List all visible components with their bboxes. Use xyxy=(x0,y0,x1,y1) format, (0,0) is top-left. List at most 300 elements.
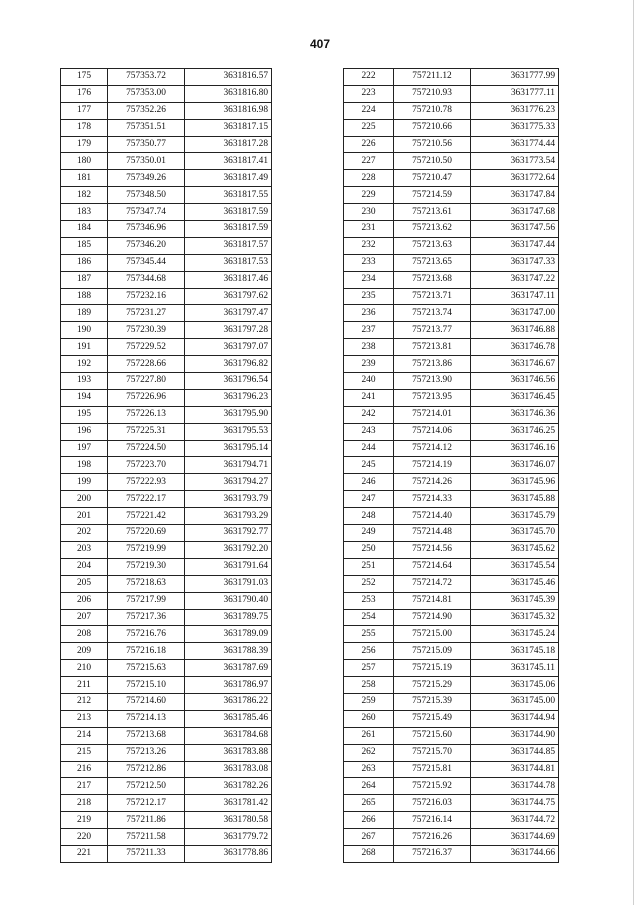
x-coordinate-cell: 757218.63 xyxy=(108,575,185,592)
point-number-cell: 197 xyxy=(61,440,108,457)
y-coordinate-cell: 3631746.67 xyxy=(471,356,559,373)
point-number-cell: 229 xyxy=(344,187,394,204)
y-coordinate-cell: 3631795.53 xyxy=(185,423,272,440)
table-row xyxy=(344,710,559,727)
table-row xyxy=(61,423,272,440)
x-coordinate-cell: 757215.49 xyxy=(394,710,471,727)
y-coordinate-cell: 3631775.33 xyxy=(471,119,559,136)
point-number-cell: 224 xyxy=(344,102,394,119)
y-coordinate-cell: 3631782.26 xyxy=(185,778,272,795)
x-coordinate-cell: 757213.95 xyxy=(394,389,471,406)
x-coordinate-cell: 757216.14 xyxy=(394,812,471,829)
y-coordinate-cell: 3631745.18 xyxy=(471,643,559,660)
x-coordinate-cell: 757224.50 xyxy=(108,440,185,457)
x-coordinate-cell: 757350.01 xyxy=(108,153,185,170)
table-row xyxy=(61,508,272,525)
y-coordinate-cell: 3631777.99 xyxy=(471,69,559,86)
y-coordinate-cell: 3631747.44 xyxy=(471,237,559,254)
y-coordinate-cell: 3631779.72 xyxy=(185,829,272,846)
point-number-cell: 186 xyxy=(61,254,108,271)
x-coordinate-cell: 757346.96 xyxy=(108,221,185,238)
x-coordinate-cell: 757223.70 xyxy=(108,457,185,474)
y-coordinate-cell: 3631745.96 xyxy=(471,474,559,491)
point-number-cell: 230 xyxy=(344,204,394,221)
table-row xyxy=(61,153,272,170)
point-number-cell: 232 xyxy=(344,237,394,254)
table-row xyxy=(61,305,272,322)
y-coordinate-cell: 3631746.56 xyxy=(471,373,559,390)
table-row xyxy=(344,592,559,609)
y-coordinate-cell: 3631791.64 xyxy=(185,558,272,575)
table-row xyxy=(61,845,272,862)
table-row xyxy=(61,204,272,221)
y-coordinate-cell: 3631790.40 xyxy=(185,592,272,609)
y-coordinate-cell: 3631745.32 xyxy=(471,609,559,626)
y-coordinate-cell: 3631816.80 xyxy=(185,85,272,102)
x-coordinate-cell: 757213.77 xyxy=(394,322,471,339)
table-row xyxy=(344,609,559,626)
table-row xyxy=(61,288,272,305)
point-number-cell: 226 xyxy=(344,136,394,153)
y-coordinate-cell: 3631747.84 xyxy=(471,187,559,204)
table-row xyxy=(344,119,559,136)
y-coordinate-cell: 3631744.66 xyxy=(471,845,559,862)
table-row xyxy=(61,491,272,508)
x-coordinate-cell: 757217.36 xyxy=(108,609,185,626)
y-coordinate-cell: 3631777.11 xyxy=(471,85,559,102)
table-row xyxy=(61,761,272,778)
table-row xyxy=(61,237,272,254)
table-row xyxy=(61,727,272,744)
y-coordinate-cell: 3631794.27 xyxy=(185,474,272,491)
x-coordinate-cell: 757210.56 xyxy=(394,136,471,153)
x-coordinate-cell: 757212.86 xyxy=(108,761,185,778)
x-coordinate-cell: 757214.40 xyxy=(394,508,471,525)
x-coordinate-cell: 757211.58 xyxy=(108,829,185,846)
y-coordinate-cell: 3631744.72 xyxy=(471,812,559,829)
point-number-cell: 183 xyxy=(61,204,108,221)
coordinate-table-left xyxy=(60,68,272,863)
table-row xyxy=(344,508,559,525)
x-coordinate-cell: 757226.13 xyxy=(108,406,185,423)
x-coordinate-cell: 757214.06 xyxy=(394,423,471,440)
y-coordinate-cell: 3631744.85 xyxy=(471,744,559,761)
y-coordinate-cell: 3631745.62 xyxy=(471,541,559,558)
point-number-cell: 233 xyxy=(344,254,394,271)
x-coordinate-cell: 757213.68 xyxy=(394,271,471,288)
y-coordinate-cell: 3631773.54 xyxy=(471,153,559,170)
x-coordinate-cell: 757215.10 xyxy=(108,677,185,694)
y-coordinate-cell: 3631817.49 xyxy=(185,170,272,187)
y-coordinate-cell: 3631797.47 xyxy=(185,305,272,322)
table-row xyxy=(344,423,559,440)
y-coordinate-cell: 3631745.70 xyxy=(471,525,559,542)
x-coordinate-cell: 757210.66 xyxy=(394,119,471,136)
x-coordinate-cell: 757212.17 xyxy=(108,795,185,812)
table-row xyxy=(61,626,272,643)
point-number-cell: 204 xyxy=(61,558,108,575)
point-number-cell: 199 xyxy=(61,474,108,491)
point-number-cell: 235 xyxy=(344,288,394,305)
table-row xyxy=(61,710,272,727)
x-coordinate-cell: 757214.01 xyxy=(394,406,471,423)
y-coordinate-cell: 3631817.59 xyxy=(185,204,272,221)
point-number-cell: 219 xyxy=(61,812,108,829)
table-row xyxy=(61,744,272,761)
y-coordinate-cell: 3631746.45 xyxy=(471,389,559,406)
y-coordinate-cell: 3631791.03 xyxy=(185,575,272,592)
point-number-cell: 198 xyxy=(61,457,108,474)
y-coordinate-cell: 3631789.75 xyxy=(185,609,272,626)
y-coordinate-cell: 3631786.97 xyxy=(185,677,272,694)
table-row xyxy=(344,778,559,795)
table-row xyxy=(61,69,272,86)
point-number-cell: 207 xyxy=(61,609,108,626)
point-number-cell: 182 xyxy=(61,187,108,204)
point-number-cell: 264 xyxy=(344,778,394,795)
point-number-cell: 243 xyxy=(344,423,394,440)
y-coordinate-cell: 3631816.57 xyxy=(185,69,272,86)
point-number-cell: 200 xyxy=(61,491,108,508)
x-coordinate-cell: 757219.30 xyxy=(108,558,185,575)
x-coordinate-cell: 757214.72 xyxy=(394,575,471,592)
table-row xyxy=(344,271,559,288)
y-coordinate-cell: 3631794.71 xyxy=(185,457,272,474)
table-row xyxy=(61,474,272,491)
table-row xyxy=(344,474,559,491)
point-number-cell: 188 xyxy=(61,288,108,305)
table-row xyxy=(344,389,559,406)
x-coordinate-cell: 757215.70 xyxy=(394,744,471,761)
y-coordinate-cell: 3631781.42 xyxy=(185,795,272,812)
table-row xyxy=(61,373,272,390)
point-number-cell: 205 xyxy=(61,575,108,592)
y-coordinate-cell: 3631785.46 xyxy=(185,710,272,727)
y-coordinate-cell: 3631797.07 xyxy=(185,339,272,356)
x-coordinate-cell: 757215.29 xyxy=(394,677,471,694)
x-coordinate-cell: 757215.81 xyxy=(394,761,471,778)
x-coordinate-cell: 757349.26 xyxy=(108,170,185,187)
x-coordinate-cell: 757215.63 xyxy=(108,660,185,677)
point-number-cell: 216 xyxy=(61,761,108,778)
x-coordinate-cell: 757226.96 xyxy=(108,389,185,406)
table-row xyxy=(344,575,559,592)
table-row xyxy=(344,440,559,457)
x-coordinate-cell: 757211.12 xyxy=(394,69,471,86)
x-coordinate-cell: 757225.31 xyxy=(108,423,185,440)
point-number-cell: 191 xyxy=(61,339,108,356)
y-coordinate-cell: 3631783.08 xyxy=(185,761,272,778)
x-coordinate-cell: 757232.16 xyxy=(108,288,185,305)
point-number-cell: 195 xyxy=(61,406,108,423)
coordinate-table-right-body xyxy=(344,69,559,863)
table-row xyxy=(344,339,559,356)
x-coordinate-cell: 757213.74 xyxy=(394,305,471,322)
table-row xyxy=(344,85,559,102)
point-number-cell: 220 xyxy=(61,829,108,846)
y-coordinate-cell: 3631746.07 xyxy=(471,457,559,474)
table-row xyxy=(61,406,272,423)
y-coordinate-cell: 3631792.20 xyxy=(185,541,272,558)
x-coordinate-cell: 757213.86 xyxy=(394,356,471,373)
point-number-cell: 263 xyxy=(344,761,394,778)
y-coordinate-cell: 3631746.36 xyxy=(471,406,559,423)
x-coordinate-cell: 757210.47 xyxy=(394,170,471,187)
x-coordinate-cell: 757216.37 xyxy=(394,845,471,862)
y-coordinate-cell: 3631744.75 xyxy=(471,795,559,812)
point-number-cell: 261 xyxy=(344,727,394,744)
x-coordinate-cell: 757213.63 xyxy=(394,237,471,254)
table-row xyxy=(344,221,559,238)
point-number-cell: 185 xyxy=(61,237,108,254)
point-number-cell: 177 xyxy=(61,102,108,119)
x-coordinate-cell: 757353.00 xyxy=(108,85,185,102)
point-number-cell: 251 xyxy=(344,558,394,575)
point-number-cell: 267 xyxy=(344,829,394,846)
y-coordinate-cell: 3631745.46 xyxy=(471,575,559,592)
coordinate-table-left-body xyxy=(61,69,272,863)
point-number-cell: 245 xyxy=(344,457,394,474)
table-row xyxy=(344,254,559,271)
x-coordinate-cell: 757214.26 xyxy=(394,474,471,491)
point-number-cell: 239 xyxy=(344,356,394,373)
y-coordinate-cell: 3631745.79 xyxy=(471,508,559,525)
x-coordinate-cell: 757214.19 xyxy=(394,457,471,474)
x-coordinate-cell: 757215.00 xyxy=(394,626,471,643)
point-number-cell: 190 xyxy=(61,322,108,339)
y-coordinate-cell: 3631746.16 xyxy=(471,440,559,457)
point-number-cell: 223 xyxy=(344,85,394,102)
table-row xyxy=(344,525,559,542)
y-coordinate-cell: 3631796.82 xyxy=(185,356,272,373)
point-number-cell: 244 xyxy=(344,440,394,457)
table-row xyxy=(61,541,272,558)
x-coordinate-cell: 757344.68 xyxy=(108,271,185,288)
y-coordinate-cell: 3631772.64 xyxy=(471,170,559,187)
x-coordinate-cell: 757231.27 xyxy=(108,305,185,322)
x-coordinate-cell: 757213.65 xyxy=(394,254,471,271)
point-number-cell: 180 xyxy=(61,153,108,170)
table-row xyxy=(344,204,559,221)
x-coordinate-cell: 757217.99 xyxy=(108,592,185,609)
point-number-cell: 246 xyxy=(344,474,394,491)
point-number-cell: 193 xyxy=(61,373,108,390)
point-number-cell: 184 xyxy=(61,221,108,238)
point-number-cell: 214 xyxy=(61,727,108,744)
x-coordinate-cell: 757353.72 xyxy=(108,69,185,86)
x-coordinate-cell: 757213.68 xyxy=(108,727,185,744)
x-coordinate-cell: 757211.33 xyxy=(108,845,185,862)
point-number-cell: 221 xyxy=(61,845,108,862)
y-coordinate-cell: 3631747.68 xyxy=(471,204,559,221)
table-row xyxy=(61,339,272,356)
table-row xyxy=(61,693,272,710)
y-coordinate-cell: 3631784.68 xyxy=(185,727,272,744)
table-row xyxy=(61,778,272,795)
y-coordinate-cell: 3631776.23 xyxy=(471,102,559,119)
x-coordinate-cell: 757222.93 xyxy=(108,474,185,491)
table-row xyxy=(344,643,559,660)
x-coordinate-cell: 757213.26 xyxy=(108,744,185,761)
y-coordinate-cell: 3631795.90 xyxy=(185,406,272,423)
table-row xyxy=(61,795,272,812)
x-coordinate-cell: 757227.80 xyxy=(108,373,185,390)
point-number-cell: 255 xyxy=(344,626,394,643)
y-coordinate-cell: 3631744.81 xyxy=(471,761,559,778)
y-coordinate-cell: 3631793.29 xyxy=(185,508,272,525)
y-coordinate-cell: 3631778.86 xyxy=(185,845,272,862)
x-coordinate-cell: 757230.39 xyxy=(108,322,185,339)
point-number-cell: 212 xyxy=(61,693,108,710)
table-row xyxy=(61,609,272,626)
y-coordinate-cell: 3631789.09 xyxy=(185,626,272,643)
point-number-cell: 206 xyxy=(61,592,108,609)
point-number-cell: 210 xyxy=(61,660,108,677)
y-coordinate-cell: 3631793.79 xyxy=(185,491,272,508)
x-coordinate-cell: 757214.48 xyxy=(394,525,471,542)
y-coordinate-cell: 3631796.54 xyxy=(185,373,272,390)
x-coordinate-cell: 757347.74 xyxy=(108,204,185,221)
point-number-cell: 257 xyxy=(344,660,394,677)
x-coordinate-cell: 757212.50 xyxy=(108,778,185,795)
point-number-cell: 236 xyxy=(344,305,394,322)
x-coordinate-cell: 757211.86 xyxy=(108,812,185,829)
table-row xyxy=(61,187,272,204)
y-coordinate-cell: 3631746.25 xyxy=(471,423,559,440)
x-coordinate-cell: 757220.69 xyxy=(108,525,185,542)
table-row xyxy=(344,744,559,761)
x-coordinate-cell: 757213.71 xyxy=(394,288,471,305)
table-row xyxy=(61,829,272,846)
table-row xyxy=(344,812,559,829)
table-row xyxy=(61,558,272,575)
y-coordinate-cell: 3631745.00 xyxy=(471,693,559,710)
table-row xyxy=(344,356,559,373)
x-coordinate-cell: 757221.42 xyxy=(108,508,185,525)
table-row xyxy=(344,187,559,204)
x-coordinate-cell: 757213.90 xyxy=(394,373,471,390)
point-number-cell: 179 xyxy=(61,136,108,153)
point-number-cell: 178 xyxy=(61,119,108,136)
table-row xyxy=(61,119,272,136)
table-row xyxy=(344,322,559,339)
point-number-cell: 249 xyxy=(344,525,394,542)
point-number-cell: 262 xyxy=(344,744,394,761)
table-row xyxy=(344,558,559,575)
y-coordinate-cell: 3631774.44 xyxy=(471,136,559,153)
x-coordinate-cell: 757215.09 xyxy=(394,643,471,660)
point-number-cell: 256 xyxy=(344,643,394,660)
x-coordinate-cell: 757210.78 xyxy=(394,102,471,119)
y-coordinate-cell: 3631788.39 xyxy=(185,643,272,660)
y-coordinate-cell: 3631747.33 xyxy=(471,254,559,271)
table-row xyxy=(344,457,559,474)
y-coordinate-cell: 3631817.46 xyxy=(185,271,272,288)
y-coordinate-cell: 3631817.28 xyxy=(185,136,272,153)
x-coordinate-cell: 757215.92 xyxy=(394,778,471,795)
point-number-cell: 231 xyxy=(344,221,394,238)
table-row xyxy=(344,491,559,508)
x-coordinate-cell: 757348.50 xyxy=(108,187,185,204)
y-coordinate-cell: 3631746.78 xyxy=(471,339,559,356)
x-coordinate-cell: 757216.03 xyxy=(394,795,471,812)
coordinate-table-right xyxy=(343,68,559,863)
point-number-cell: 175 xyxy=(61,69,108,86)
point-number-cell: 241 xyxy=(344,389,394,406)
y-coordinate-cell: 3631745.88 xyxy=(471,491,559,508)
x-coordinate-cell: 757215.19 xyxy=(394,660,471,677)
y-coordinate-cell: 3631786.22 xyxy=(185,693,272,710)
x-coordinate-cell: 757215.60 xyxy=(394,727,471,744)
point-number-cell: 211 xyxy=(61,677,108,694)
table-row xyxy=(344,795,559,812)
table-row xyxy=(61,677,272,694)
table-row xyxy=(344,373,559,390)
y-coordinate-cell: 3631745.11 xyxy=(471,660,559,677)
point-number-cell: 260 xyxy=(344,710,394,727)
y-coordinate-cell: 3631792.77 xyxy=(185,525,272,542)
point-number-cell: 218 xyxy=(61,795,108,812)
x-coordinate-cell: 757214.64 xyxy=(394,558,471,575)
point-number-cell: 238 xyxy=(344,339,394,356)
point-number-cell: 181 xyxy=(61,170,108,187)
point-number-cell: 266 xyxy=(344,812,394,829)
y-coordinate-cell: 3631745.54 xyxy=(471,558,559,575)
point-number-cell: 217 xyxy=(61,778,108,795)
y-coordinate-cell: 3631817.55 xyxy=(185,187,272,204)
table-row xyxy=(344,677,559,694)
point-number-cell: 259 xyxy=(344,693,394,710)
x-coordinate-cell: 757350.77 xyxy=(108,136,185,153)
table-row xyxy=(344,69,559,86)
y-coordinate-cell: 3631745.06 xyxy=(471,677,559,694)
point-number-cell: 242 xyxy=(344,406,394,423)
point-number-cell: 240 xyxy=(344,373,394,390)
point-number-cell: 234 xyxy=(344,271,394,288)
point-number-cell: 203 xyxy=(61,541,108,558)
point-number-cell: 250 xyxy=(344,541,394,558)
table-row xyxy=(61,170,272,187)
y-coordinate-cell: 3631747.00 xyxy=(471,305,559,322)
x-coordinate-cell: 757214.59 xyxy=(394,187,471,204)
y-coordinate-cell: 3631783.88 xyxy=(185,744,272,761)
table-row xyxy=(344,660,559,677)
y-coordinate-cell: 3631817.57 xyxy=(185,237,272,254)
point-number-cell: 248 xyxy=(344,508,394,525)
table-row xyxy=(344,136,559,153)
point-number-cell: 196 xyxy=(61,423,108,440)
x-coordinate-cell: 757216.76 xyxy=(108,626,185,643)
y-coordinate-cell: 3631747.56 xyxy=(471,221,559,238)
point-number-cell: 265 xyxy=(344,795,394,812)
y-coordinate-cell: 3631796.23 xyxy=(185,389,272,406)
table-row xyxy=(61,136,272,153)
y-coordinate-cell: 3631797.28 xyxy=(185,322,272,339)
table-row xyxy=(344,406,559,423)
point-number-cell: 176 xyxy=(61,85,108,102)
table-row xyxy=(344,237,559,254)
table-row xyxy=(61,643,272,660)
table-row xyxy=(344,845,559,862)
y-coordinate-cell: 3631817.15 xyxy=(185,119,272,136)
y-coordinate-cell: 3631780.58 xyxy=(185,812,272,829)
point-number-cell: 237 xyxy=(344,322,394,339)
table-row xyxy=(344,153,559,170)
table-row xyxy=(344,305,559,322)
y-coordinate-cell: 3631744.94 xyxy=(471,710,559,727)
y-coordinate-cell: 3631746.88 xyxy=(471,322,559,339)
y-coordinate-cell: 3631745.39 xyxy=(471,592,559,609)
